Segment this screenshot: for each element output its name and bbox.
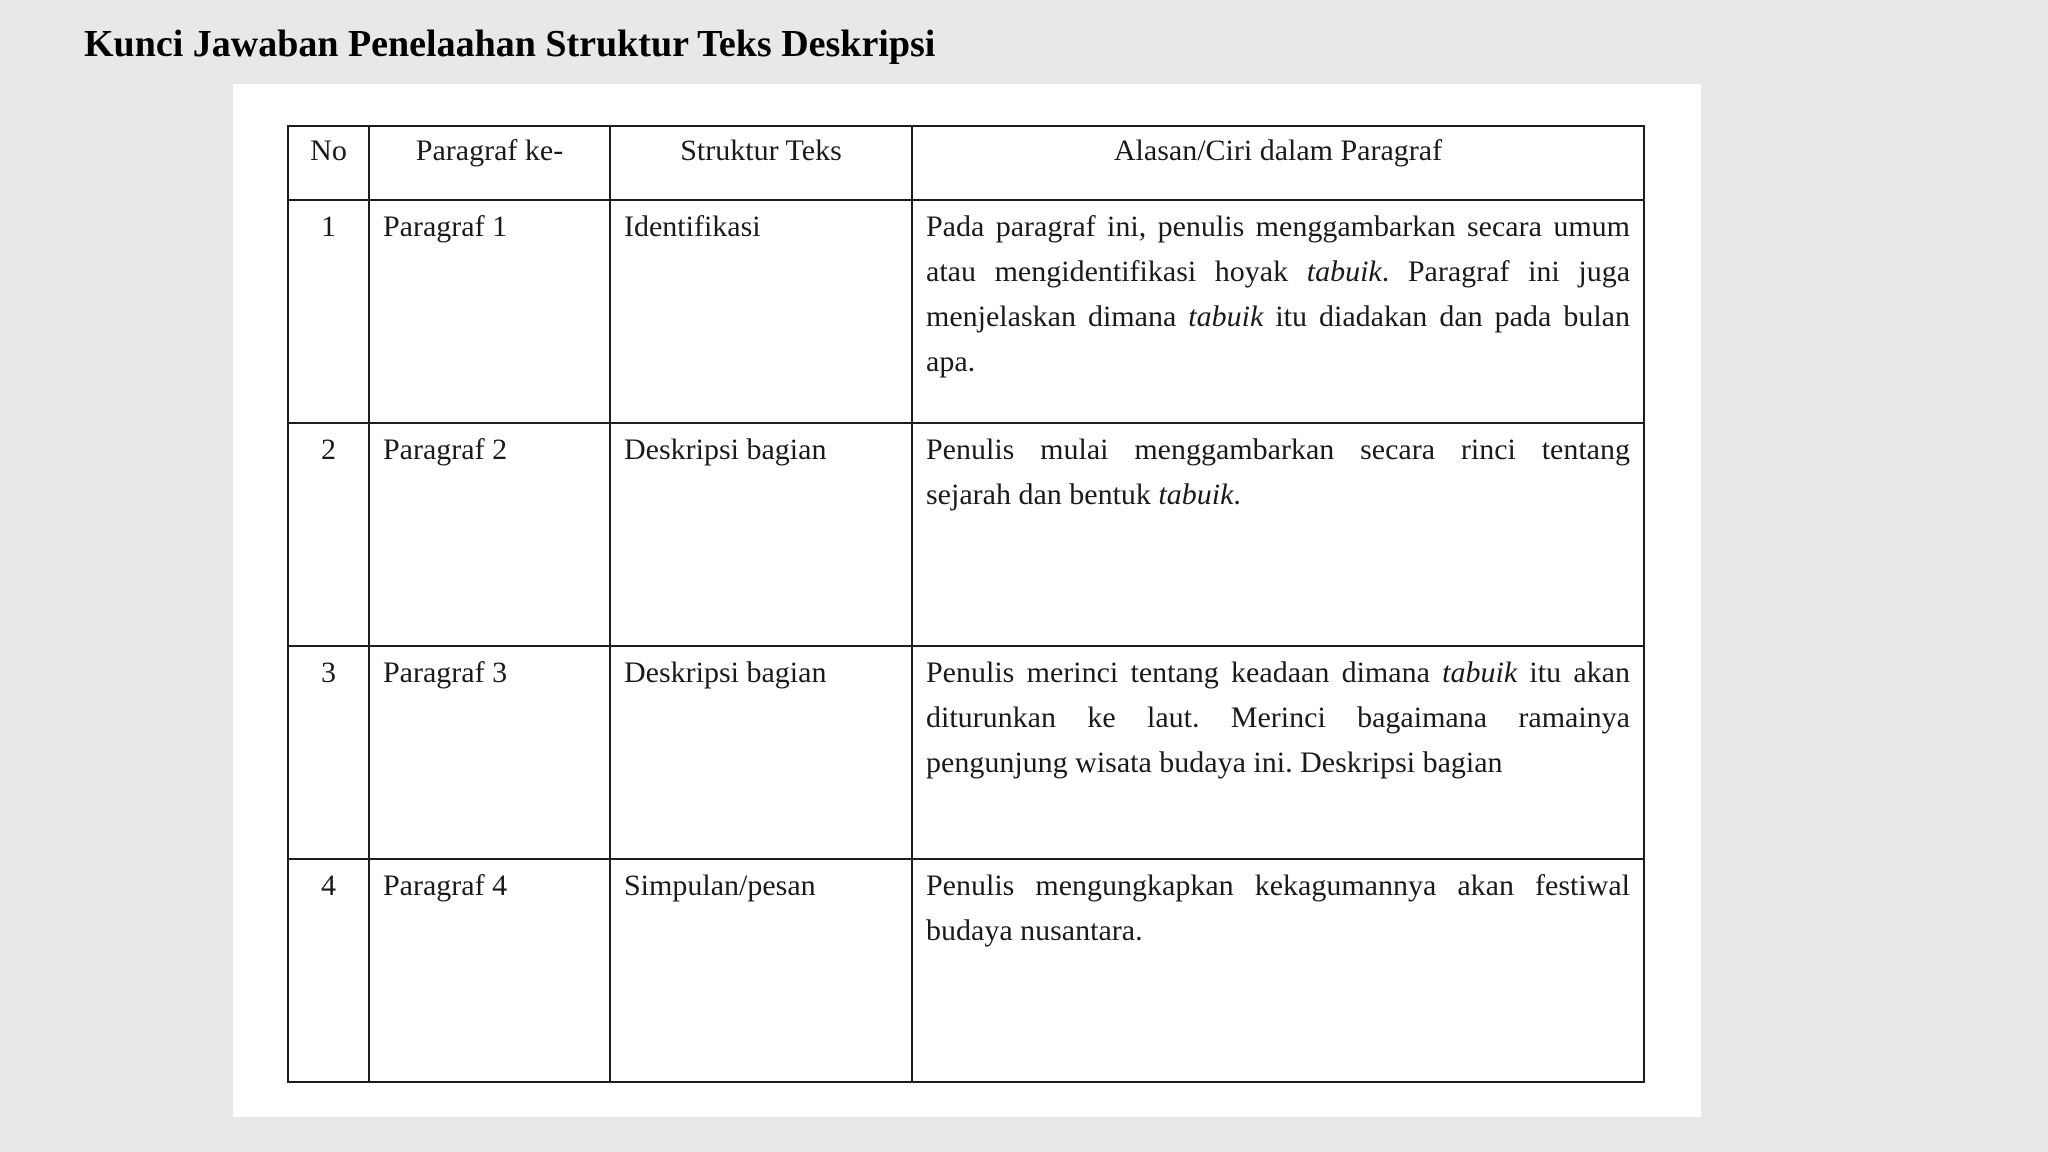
cell-paragraf: Paragraf 2: [369, 423, 610, 646]
document-sheet: [233, 84, 1701, 1117]
text-run: . Paragraf ini juga menjelaskan dimana: [926, 255, 1631, 333]
italic-term: tabuik: [1188, 300, 1264, 333]
text-run: itu diadakan dan pada bulan apa.: [926, 300, 1630, 378]
italic-term: tabuik: [1158, 478, 1234, 511]
cell-alasan: [912, 646, 1644, 859]
cell-no: 1: [288, 200, 369, 423]
cell-no: 3: [288, 646, 369, 859]
page-title: Kunci Jawaban Penelaahan Struktur Teks Deskripsi: [84, 23, 936, 65]
answer-key-table: [287, 125, 1645, 1083]
cell-alasan: [912, 200, 1644, 423]
header-no: No: [288, 126, 369, 200]
text-run: Pada paragraf ini, penulis menggambarkan secara umum atau mengidentifikasi hoyak: [926, 210, 1630, 288]
text-run: Penulis merinci tentang keadaan dimana: [926, 656, 1443, 689]
cell-struktur: Deskripsi bagian: [610, 423, 912, 646]
text-run: .: [1233, 478, 1241, 511]
cell-alasan: [912, 859, 1644, 1082]
table-row: [288, 423, 1644, 646]
cell-paragraf: Paragraf 1: [369, 200, 610, 423]
header-alasan: Alasan/Ciri dalam Paragraf: [912, 126, 1644, 200]
text-run: itu akan diturunkan ke laut. Merinci bagaimana ramainya pengunjung wisata budaya ini. Deskripsi bagian: [926, 656, 1630, 779]
table-row: [288, 859, 1644, 1082]
cell-paragraf: Paragraf 3: [369, 646, 610, 859]
cell-paragraf: Paragraf 4: [369, 859, 610, 1082]
text-run: Penulis mulai menggambarkan secara rinci tentang sejarah dan bentuk: [926, 433, 1630, 511]
italic-term: tabuik: [1442, 656, 1518, 689]
header-paragraf: Paragraf ke-: [369, 126, 610, 200]
table-header-row: [288, 126, 1644, 200]
table-row: [288, 200, 1644, 423]
cell-no: 2: [288, 423, 369, 646]
header-struktur: Struktur Teks: [610, 126, 912, 200]
cell-no: 4: [288, 859, 369, 1082]
cell-struktur: Identifikasi: [610, 200, 912, 423]
table-row: [288, 646, 1644, 859]
cell-struktur: Deskripsi bagian: [610, 646, 912, 859]
text-run: Penulis mengungkapkan kekagumannya akan festiwal budaya nusantara.: [926, 869, 1630, 947]
cell-struktur: Simpulan/pesan: [610, 859, 912, 1082]
cell-alasan: [912, 423, 1644, 646]
italic-term: tabuik: [1306, 255, 1382, 288]
